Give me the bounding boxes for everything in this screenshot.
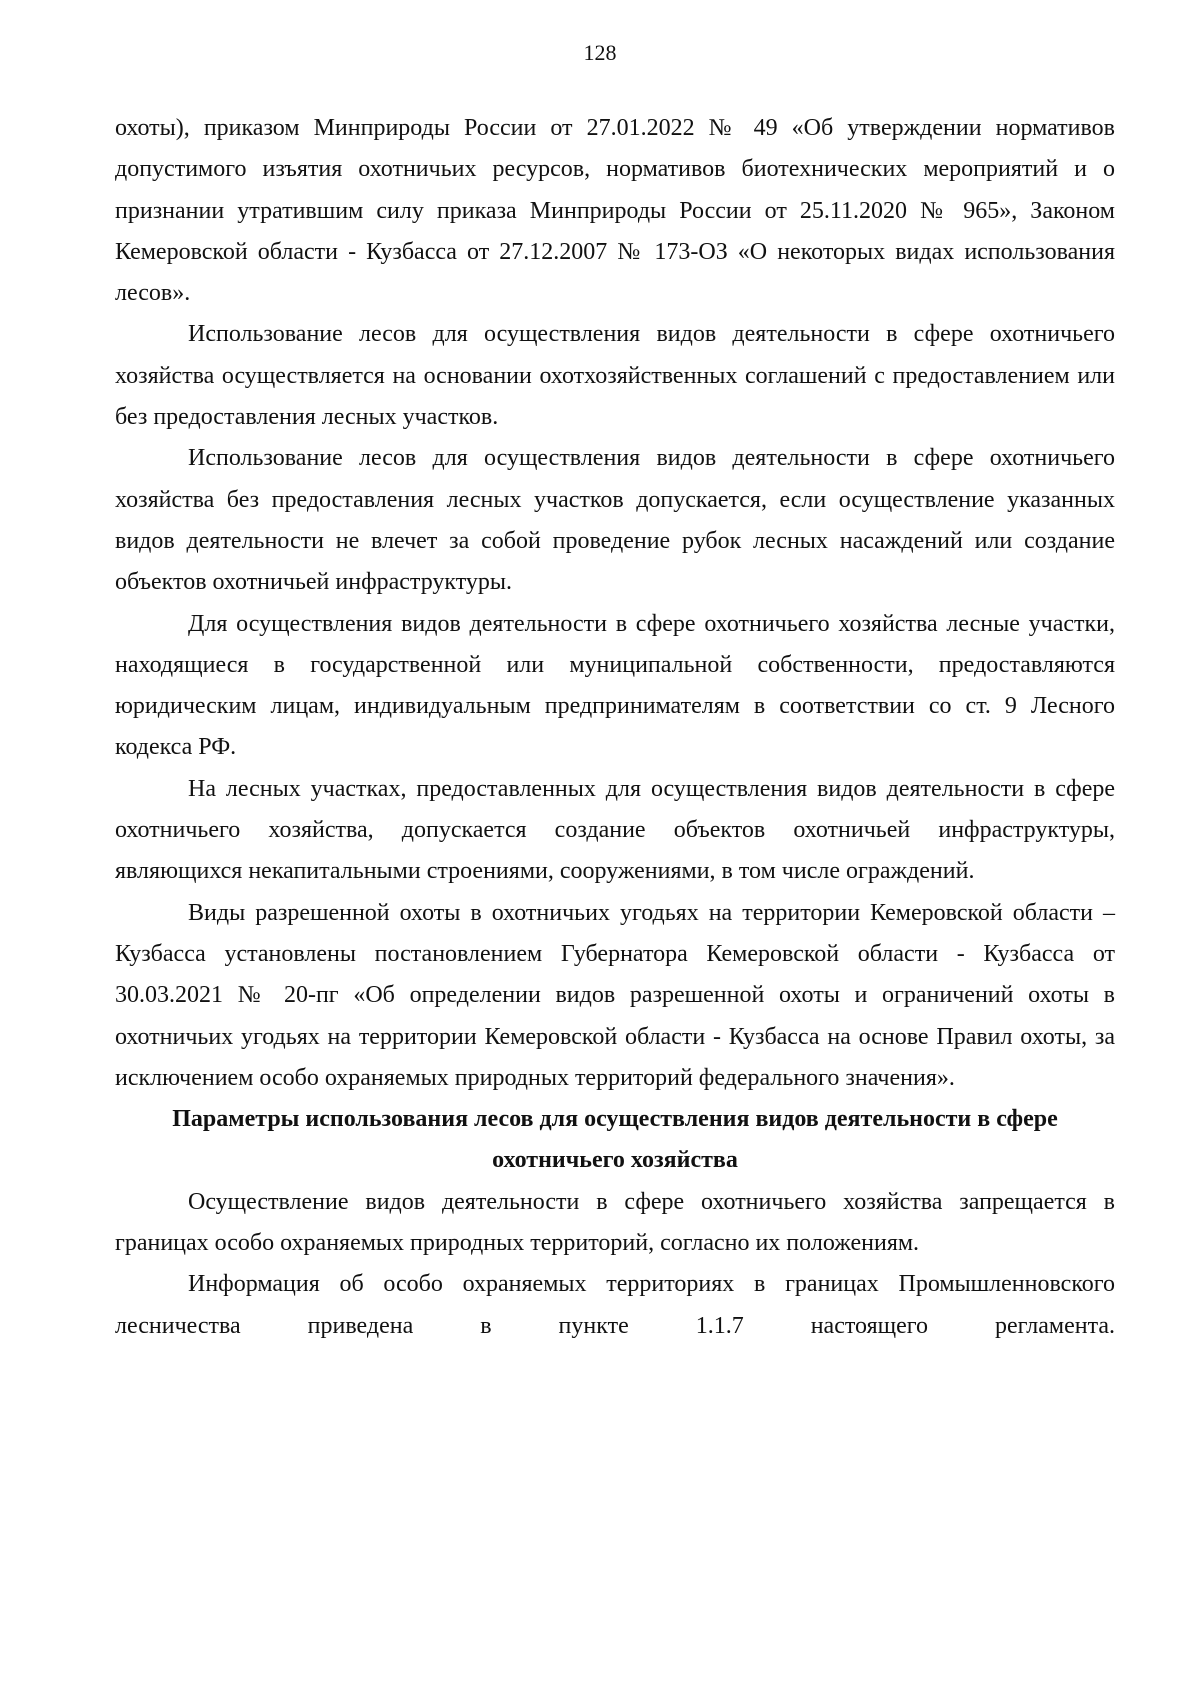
page-number: 128 xyxy=(583,40,617,65)
section-heading: Параметры использования лесов для осуществления видов деятельности в сфере охотничьего хозяйства xyxy=(172,1106,1058,1174)
paragraph-forest-use-agreements: Использование лесов для осуществления видов деятельности в сфере охотничьего хозяйства осуществляется на основании охотхозяйственных соглашений с предоставлением или без предоставления лесных участков. xyxy=(115,321,1115,431)
document-body xyxy=(115,108,1115,1347)
paragraph-infrastructure: На лесных участках, предоставленных для осуществления видов деятельности в сфере охотничьего хозяйства, допускается создание объектов охотничьей инфраструктуры, являющихся некапитальными строениями, сооружениями, в том числе ограждений. xyxy=(115,775,1115,885)
paragraph-use-without-plots: Использование лесов для осуществления видов деятельности в сфере охотничьего хозяйства без предоставления лесных участков допускается, если осуществление указанных видов деятельности не влечет за собой проведение рубок лесных насаждений или создание объектов охотничьей инфраструктуры. xyxy=(115,445,1115,596)
paragraph-plot-provision: Для осуществления видов деятельности в сфере охотничьего хозяйства лесные участки, находящиеся в государственной или муниципальной собственности, предоставляются юридическим лицам, индивидуальным предпринимателям в соответствии со ст. 9 Лесного кодекса РФ. xyxy=(115,610,1115,761)
paragraph-hunting-types: Виды разрешенной охоты в охотничьих угодьях на территории Кемеровской области – Кузбасса установлены постановлением Губернатора Кемеровской области - Кузбасса от 30.03.2021 № 20-пг «Об определении видов разрешенной охоты и ограничений охоты в охотничьих угодьях на территории Кемеровской области - Кузбасса на основе Правил охоты, за исключением особо охраняемых природных территорий федерального значения». xyxy=(115,899,1115,1091)
paragraph-protected-areas-ban: Осуществление видов деятельности в сфере охотничьего хозяйства запрещается в границах особо охраняемых природных территорий, согласно их положениям. xyxy=(115,1188,1115,1257)
paragraph-protected-areas-info: Информация об особо охраняемых территориях в границах Промышленновского лесничества приведена в пункте 1.1.7 настоящего регламента. xyxy=(115,1271,1115,1339)
paragraph-continuation: охоты), приказом Минприроды России от 27.01.2022 № 49 «Об утверждении нормативов допустимого изъятия охотничьих ресурсов, нормативов биотехнических мероприятий и о признании утратившим силу приказа Минприроды России от 25.11.2020 № 965», Законом Кемеровской области - Кузбасса от 27.12.2007 № 173-ОЗ «О некоторых видах использования лесов». xyxy=(115,115,1115,307)
